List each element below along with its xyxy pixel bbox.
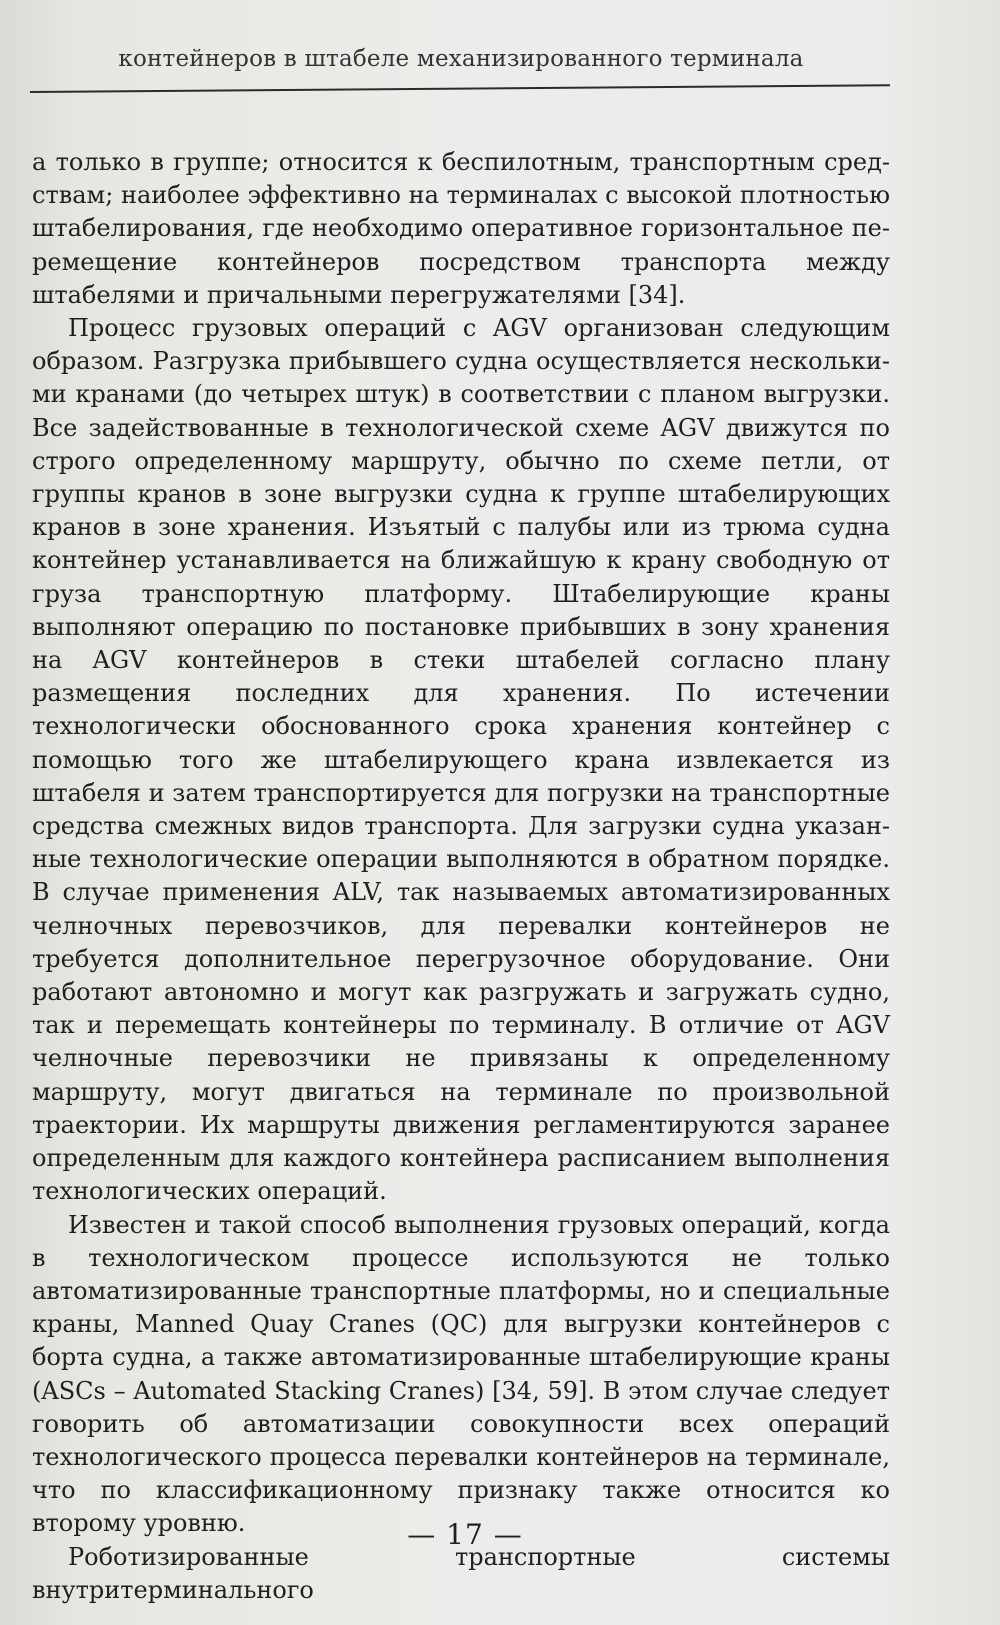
paragraph-robotic-systems: Роботизированные транспортные системы внутритерминального — [32, 1542, 890, 1604]
paragraph-cargo-operations: Известен и такой способ выполнения грузовых операций, когда в технологическом процессе используются не только автоматизированные транспортные платформы, но и специальные краны, Manned Quay Cranes (QC) для выгрузки контейнеров с борта судна, а также автоматизированные штабелирующие краны (ASCs – Automated Stacking Cranes) [34, 59]. В этом случае следует говорить об автоматизации совокупности всех операций технологического процесса перевалки контейнеров на терминале, что по классификационному признаку также относится ко второму уровню. — [32, 1210, 890, 1538]
page-number: — 17 — — [407, 1518, 523, 1551]
body-text — [32, 146, 890, 1607]
running-header: контейнеров в штабеле механизированного терминала — [118, 46, 804, 72]
header-rule — [30, 84, 890, 93]
paragraph-agv-process: Процесс грузовых операций с AGV организован следующим образом. Разгрузка прибывшего судна осуществляется несколькими кранами (до четырех штук) в соответствии с планом выгрузки. Все задействованные в технологической схеме AGV движутся по строго определенному маршруту, обычно по схеме петли, от группы кранов в зоне выгрузки судна к группе штабелирующих кранов в зоне хранения. Изъятый с палубы или из трюма судна контейнер устанавливается на ближайшую к крану свободную от груза транспортную платформу. Штабелирующие краны выполняют операцию по постановке прибывших в зону хранения на AGV контейнеров в стеки штабелей согласно плану размещения последних для хранения. По истечении технологически обоснованного срока хранения контейнер с помощью того же штабелирующего крана извлекается из штабеля и затем транспортируется для погрузки на транспортные средства смежных видов транспорта. Для загрузки судна указанные технологические операции выполняются в обратном порядке. В случае применения ALV, так называемых автоматизированных челночных перевозчиков, для перевалки контейнеров не требуется дополнительное перегрузочное оборудование. Они работают автономно и могут как разгружать и загружать судно, так и перемещать контейнеры по терминалу. В отличие от AGV челночные перевозчики не привязаны к определенному маршруту, могут двигаться на терминале по произвольной траектории. Их маршруты движения регламентируются заранее определенным для каждого контейнера расписанием выполнения технологических операций. — [32, 314, 890, 1206]
paragraph-continuation: а только в группе; относится к беспилотным, транспортным средствам; наиболее эффективно на терминалах с высокой плотностью штабелирования, где необходимо оперативное горизонтальное перемещение контейнеров посредством транспорта между штабелями и причальными перегружателями [34]. — [32, 148, 890, 309]
